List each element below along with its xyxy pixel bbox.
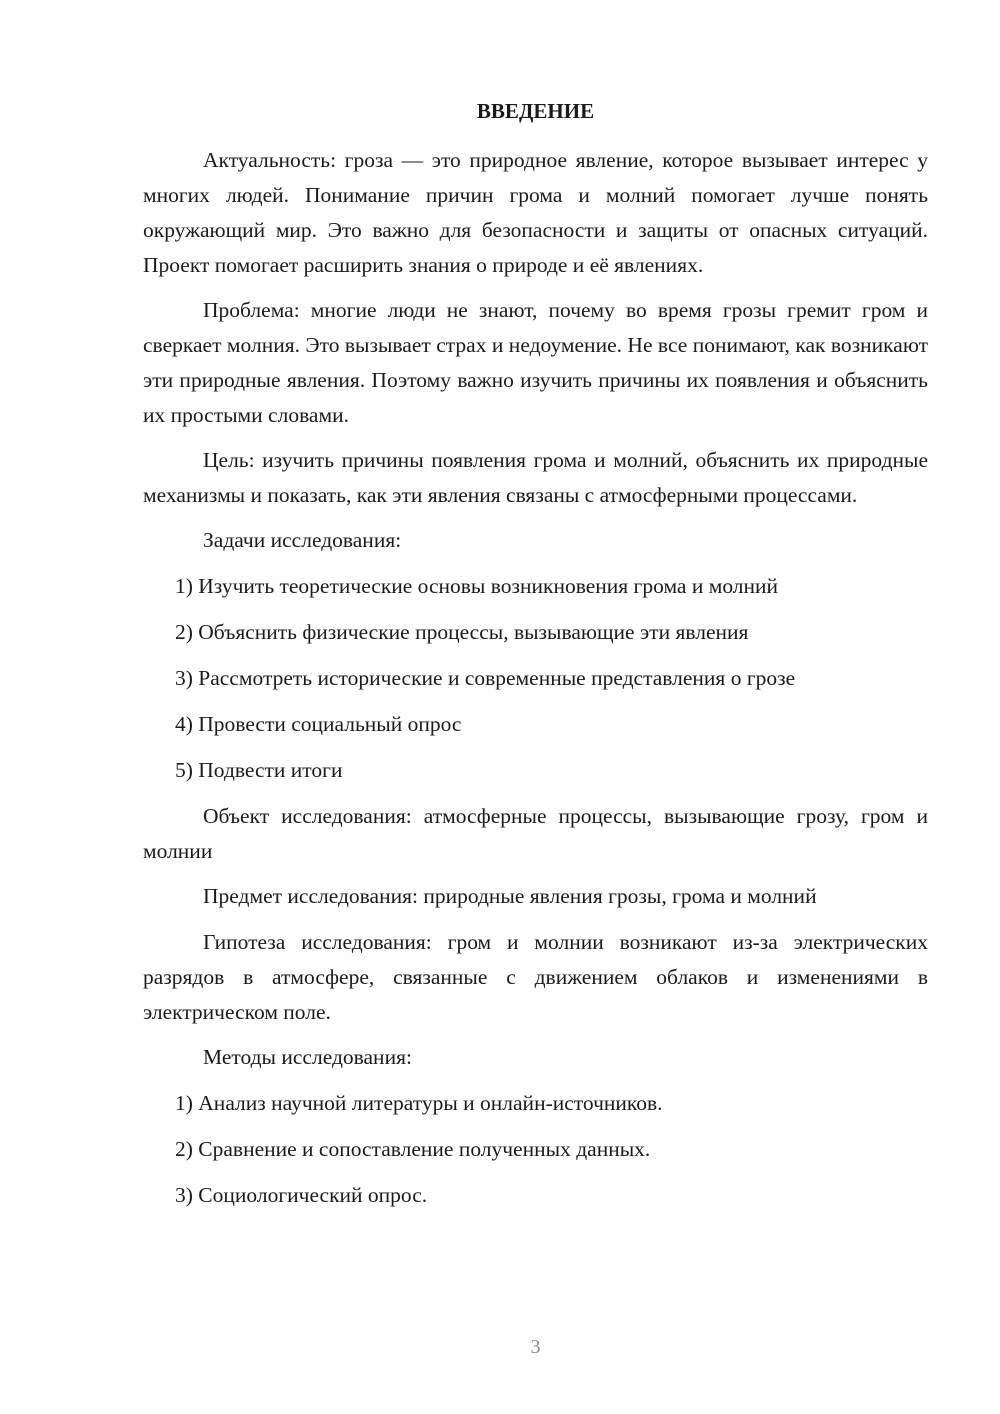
problem-paragraph: Проблема: многие люди не знают, почему во время грозы гремит гром и сверкает молния. Это вызывает страх и недоумение. Не все понимают, как возникают эти природные явления. Поэтому важно изучить причины их появления и объяснить их простыми словами. <box>143 298 928 427</box>
hypothesis-paragraph: Гипотеза исследования: гром и молнии возникают из-за электрических разрядов в атмосфере, связанные с движением облаков и изменениями в электрическом поле. <box>143 930 928 1024</box>
list-item: 3) Рассмотреть исторические и современные представления о грозе <box>175 666 796 690</box>
document-page <box>143 0 928 1414</box>
list-item: 1) Анализ научной литературы и онлайн-источников. <box>175 1091 663 1115</box>
list-item: 4) Провести социальный опрос <box>175 712 462 736</box>
list-item: 2) Сравнение и сопоставление полученных данных. <box>175 1137 651 1161</box>
list-item: 1) Изучить теоретические основы возникновения грома и молний <box>175 574 779 598</box>
goal-paragraph: Цель: изучить причины появления грома и молний, объяснить их природные механизмы и показать, как эти явления связаны с атмосферными процессами. <box>143 448 928 507</box>
list-item: 2) Объяснить физические процессы, вызывающие эти явления <box>175 620 749 644</box>
relevance-paragraph: Актуальность: гроза — это природное явление, которое вызывает интерес у многих людей. Понимание причин грома и молний помогает лучше понять окружающий мир. Это важно для безопасности и защиты от опасных ситуаций. Проект помогает расширить знания о природе и её явлениях. <box>143 148 928 277</box>
tasks-list <box>143 569 928 788</box>
section-title: ВВЕДЕНИЕ <box>476 99 595 123</box>
methods-list <box>143 1086 928 1213</box>
page-number: 3 <box>530 1336 541 1358</box>
list-item: 3) Социологический опрос. <box>175 1183 428 1207</box>
tasks-heading: Задачи исследования: <box>203 528 402 552</box>
object-paragraph: Объект исследования: атмосферные процессы, вызывающие грозу, гром и молнии <box>143 804 928 863</box>
subject-paragraph: Предмет исследования: природные явления грозы, грома и молний <box>203 884 817 908</box>
methods-heading: Методы исследования: <box>203 1045 412 1069</box>
section-body <box>143 143 928 1224</box>
list-item: 5) Подвести итоги <box>175 758 343 782</box>
